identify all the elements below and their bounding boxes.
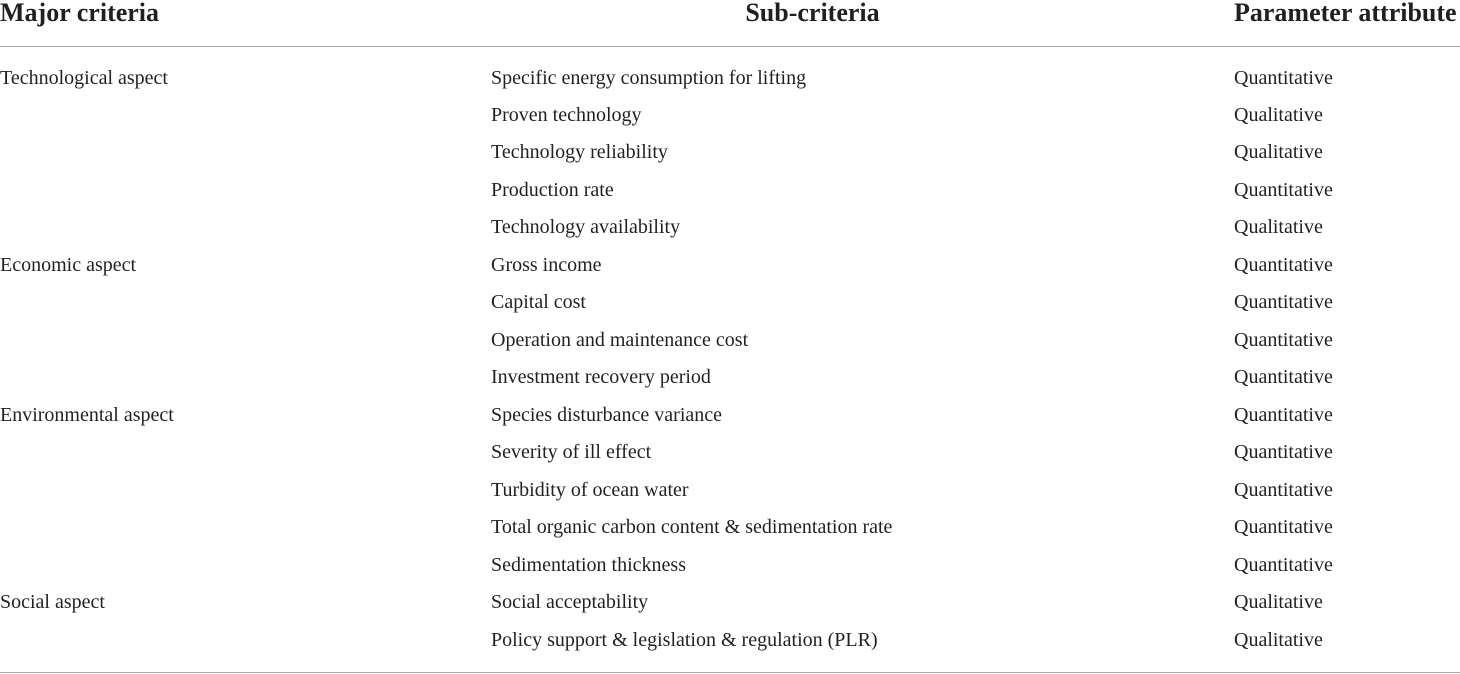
- parameter-attribute-cell: Quantitative: [1234, 478, 1333, 501]
- table-row: [0, 209, 1460, 247]
- table-row: [0, 284, 1460, 322]
- table-row: [0, 621, 1460, 659]
- sub-criteria-cell: Proven technology: [491, 103, 642, 126]
- parameter-attribute-cell: Quantitative: [1234, 366, 1333, 389]
- table-header: [0, 0, 1460, 47]
- sub-criteria-cell: Social acceptability: [491, 591, 649, 614]
- major-criteria-cell: [0, 434, 491, 472]
- major-criteria-cell: Economic aspect: [0, 253, 137, 276]
- major-criteria-cell: [0, 471, 491, 509]
- major-criteria-cell: [0, 546, 491, 584]
- major-criteria-cell: [0, 96, 491, 134]
- table-row: [0, 584, 1460, 622]
- table-row: [0, 96, 1460, 134]
- parameter-attribute-cell: Qualitative: [1234, 591, 1323, 614]
- sub-criteria-cell: Policy support & legislation & regulation (PLR): [491, 628, 878, 651]
- parameter-attribute-cell: Quantitative: [1234, 66, 1333, 89]
- sub-criteria-cell: Sedimentation thickness: [491, 553, 686, 576]
- table-row: [0, 434, 1460, 472]
- header-sub-criteria: Sub-criteria: [491, 0, 1234, 47]
- sub-criteria-cell: Specific energy consumption for lifting: [491, 66, 807, 89]
- major-criteria-cell: [0, 171, 491, 209]
- sub-criteria-cell: Investment recovery period: [491, 366, 711, 389]
- table-row: [0, 546, 1460, 584]
- sub-criteria-cell: Operation and maintenance cost: [491, 328, 749, 351]
- sub-criteria-cell: Technology availability: [491, 216, 681, 239]
- parameter-attribute-cell: Qualitative: [1234, 216, 1323, 239]
- sub-criteria-cell: Turbidity of ocean water: [491, 478, 689, 501]
- table-row: [0, 134, 1460, 172]
- sub-criteria-cell: Gross income: [491, 253, 602, 276]
- sub-criteria-cell: Severity of ill effect: [491, 441, 652, 464]
- parameter-attribute-cell: Quantitative: [1234, 178, 1333, 201]
- table-row: [0, 47, 1460, 97]
- major-criteria-cell: Social aspect: [0, 591, 105, 614]
- header-parameter-attribute: Parameter attribute: [1234, 0, 1460, 47]
- parameter-attribute-cell: Quantitative: [1234, 553, 1333, 576]
- parameter-attribute-cell: Qualitative: [1234, 141, 1323, 164]
- table-row: [0, 396, 1460, 434]
- table-body: [0, 47, 1460, 659]
- major-criteria-cell: Technological aspect: [0, 66, 168, 89]
- sub-criteria-cell: Production rate: [491, 178, 614, 201]
- table-row: [0, 171, 1460, 209]
- parameter-attribute-cell: Quantitative: [1234, 328, 1333, 351]
- table-row: [0, 246, 1460, 284]
- header-row: [0, 0, 1460, 47]
- table-row: [0, 321, 1460, 359]
- sub-criteria-cell: Species disturbance variance: [491, 403, 723, 426]
- parameter-attribute-cell: Quantitative: [1234, 441, 1333, 464]
- parameter-attribute-cell: Quantitative: [1234, 253, 1333, 276]
- sub-criteria-cell: Technology reliability: [491, 141, 668, 164]
- sub-criteria-cell: Capital cost: [491, 291, 586, 314]
- parameter-attribute-cell: Quantitative: [1234, 291, 1333, 314]
- parameter-attribute-cell: Quantitative: [1234, 516, 1333, 539]
- parameter-attribute-cell: Qualitative: [1234, 628, 1323, 651]
- major-criteria-cell: [0, 359, 491, 397]
- sub-criteria-cell: Total organic carbon content & sedimentation rate: [491, 516, 893, 539]
- table-row: [0, 359, 1460, 397]
- major-criteria-cell: [0, 621, 491, 659]
- bottom-rule: [0, 672, 1460, 673]
- parameter-attribute-cell: Quantitative: [1234, 403, 1333, 426]
- major-criteria-cell: [0, 209, 491, 247]
- major-criteria-cell: [0, 321, 491, 359]
- major-criteria-cell: Environmental aspect: [0, 403, 174, 426]
- header-major-criteria: Major criteria: [0, 0, 491, 47]
- major-criteria-cell: [0, 284, 491, 322]
- major-criteria-cell: [0, 134, 491, 172]
- table-row: [0, 509, 1460, 547]
- parameter-attribute-cell: Qualitative: [1234, 103, 1323, 126]
- major-criteria-cell: [0, 509, 491, 547]
- table-row: [0, 471, 1460, 509]
